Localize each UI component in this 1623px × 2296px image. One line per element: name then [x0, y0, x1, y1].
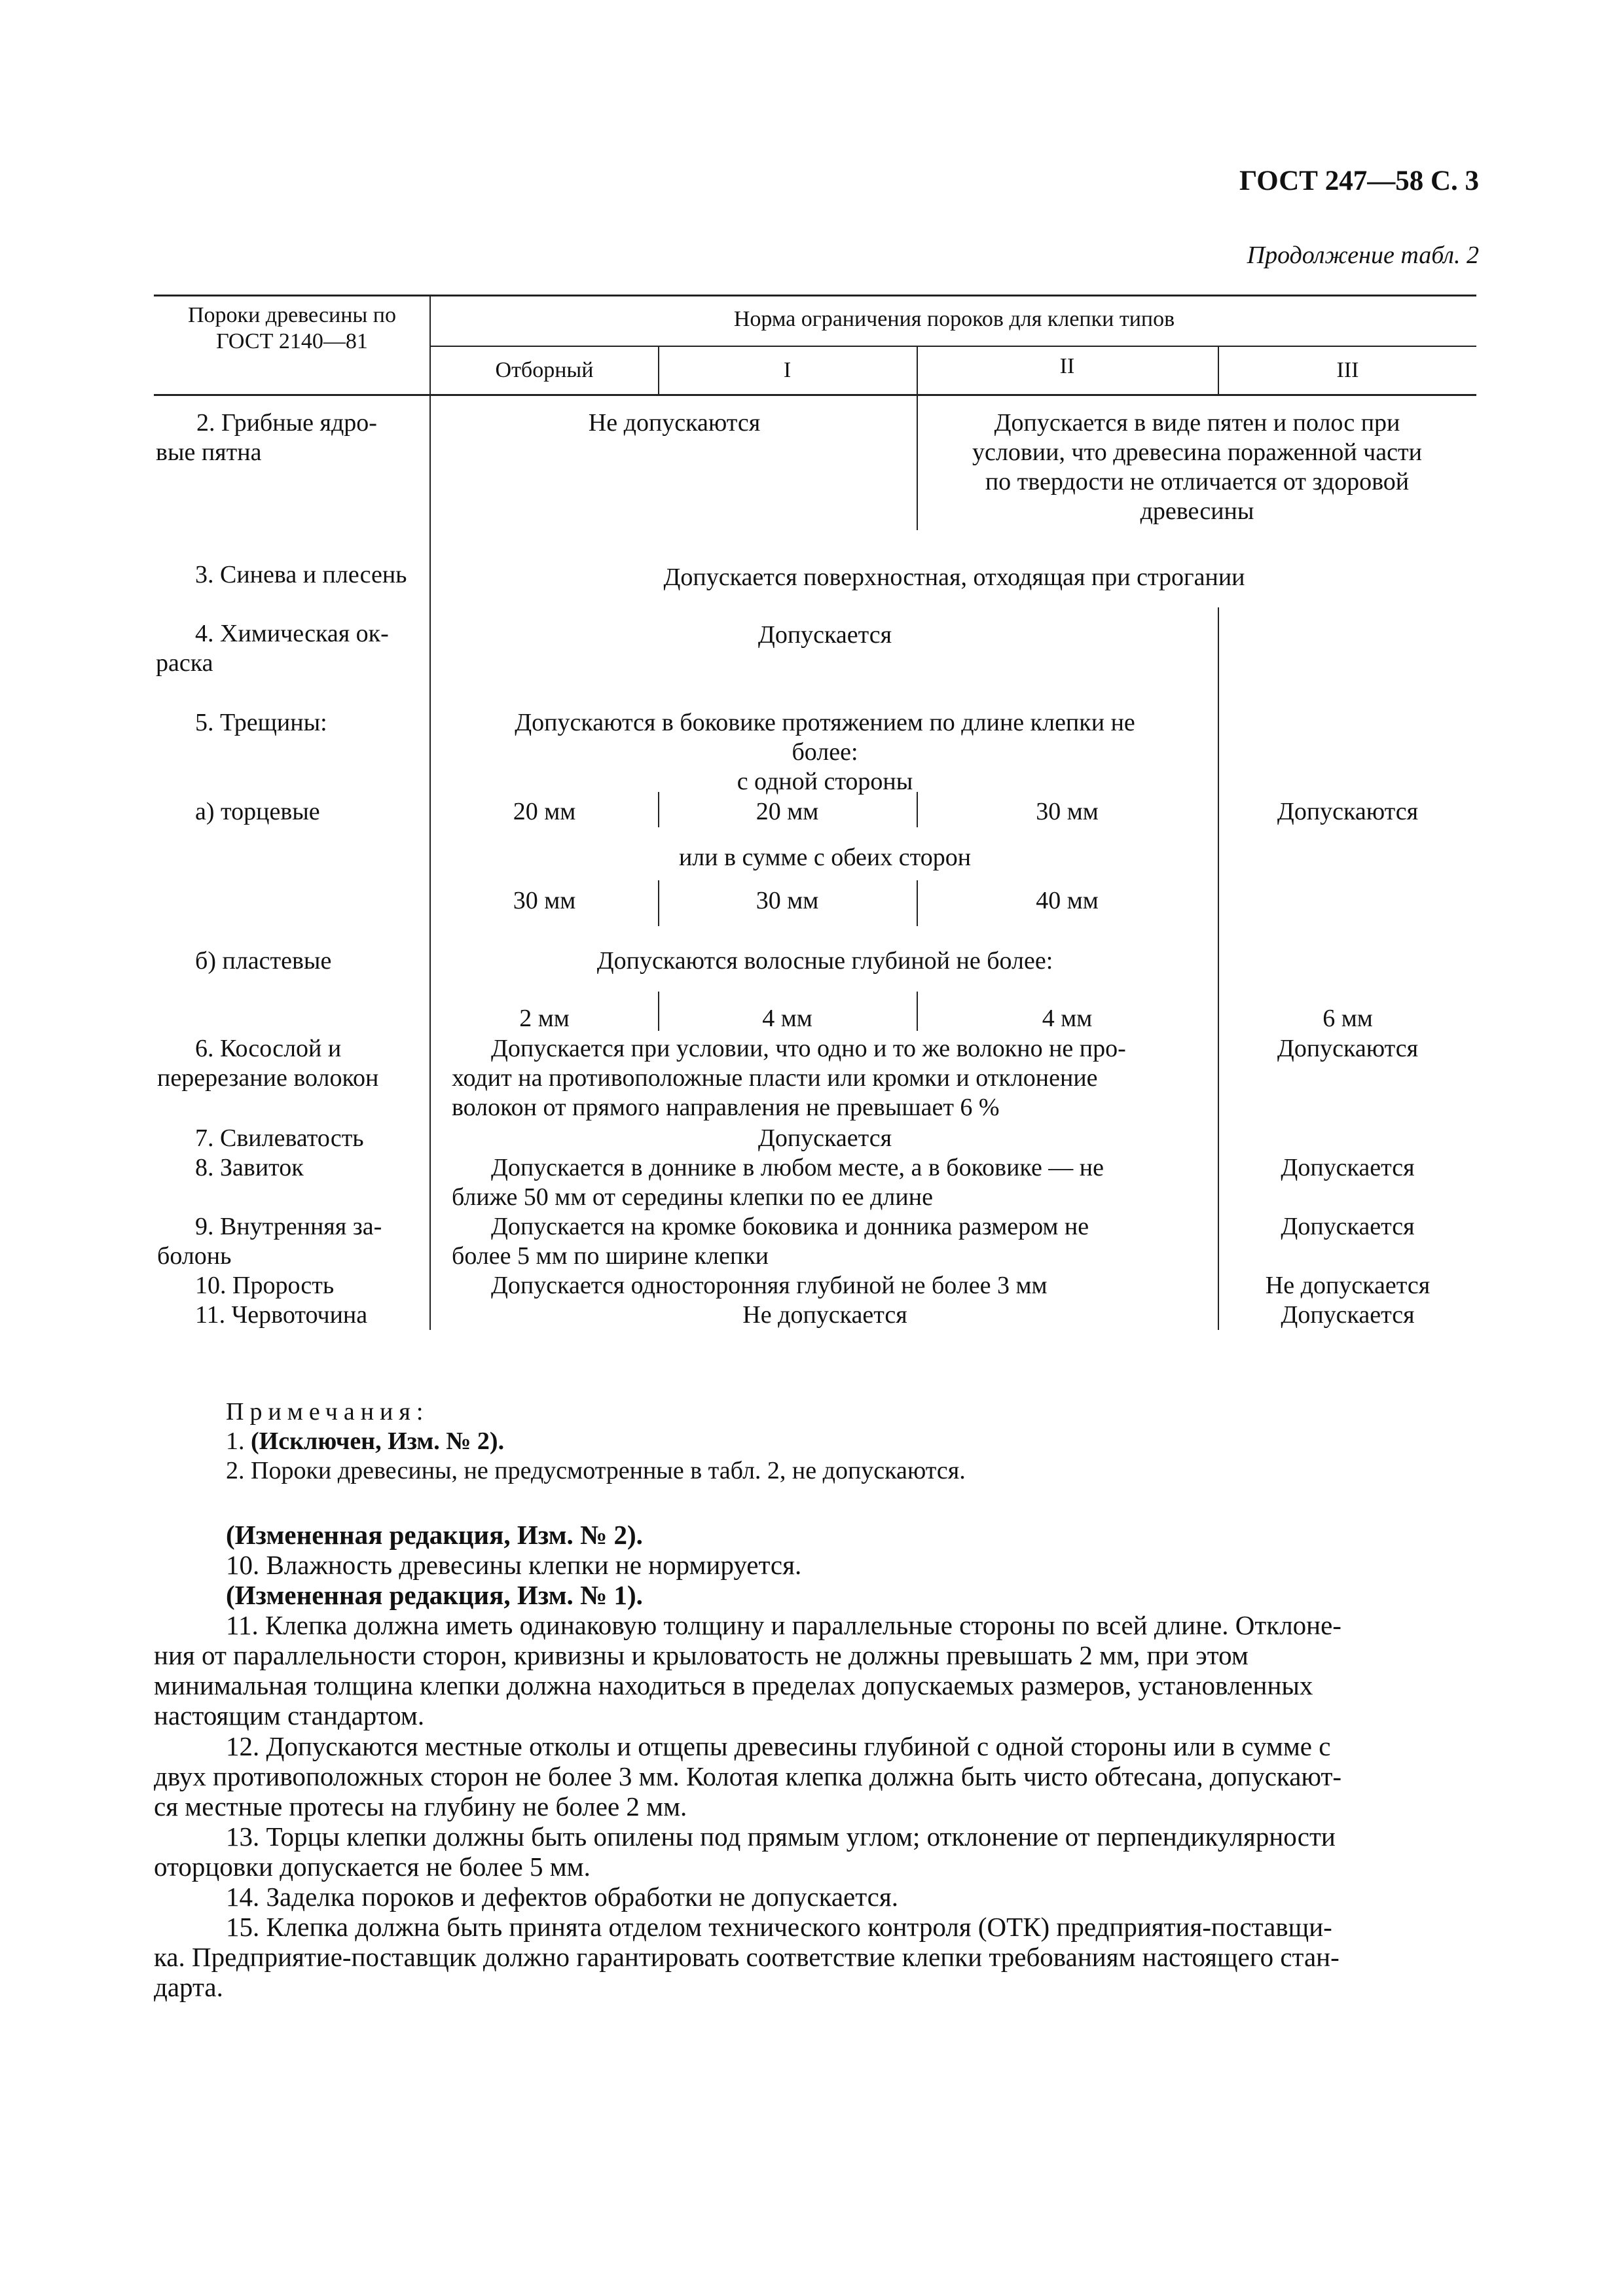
note-2: 2. Пороки древесины, не предусмотренные в табл. 2, не допускаются. [226, 1457, 966, 1484]
row10-type-iii: Не допускается [1265, 1272, 1431, 1299]
row-label-cracks: 5. Трещины: [195, 709, 327, 736]
table-top-rule [154, 295, 1476, 296]
row4-value: Допускается [757, 621, 892, 649]
table-continuation-label: Продолжение табл. 2 [1247, 242, 1479, 269]
type-header-iii: III [1336, 358, 1359, 382]
row9-type-iii: Допускается [1281, 1213, 1415, 1240]
row-label-curl: 8. Завиток [195, 1154, 304, 1181]
paragraph-12: 12. Допускаются местные отколы и отщепы древесины глубиной с одной стороны или в сумме с двух противоположных сторон не более 3 мм. Колотая клепка должна быть чисто обтесана, допускают- ся местные протесы на глубину не более 2 мм. [154, 1731, 1342, 1821]
column-divider-main [429, 295, 431, 1330]
row2-left-value: Не допускаются [588, 409, 761, 437]
row-label-curly-grain: 7. Свилеватость [195, 1124, 364, 1152]
paragraph-11: 11. Клепка должна иметь одинаковую толщину и параллельные стороны по всей длине. Отклоне- ния от параллельности сторон, кривизны и крыловатость не должны превышать 2 мм, при этом минимальная толщина клепки должна находиться в пределах допускаемых размеров, установленных настоящим стандартом. [154, 1610, 1341, 1731]
paragraph-10: 10. Влажность древесины клепки не нормируется. [226, 1550, 802, 1580]
row5b-intro: Допускаются волосные глубиной не более: [596, 947, 1053, 975]
type-header-ii: II [1059, 354, 1075, 378]
row2-right-value: Допускается в виде пятен и полос при условии, что древесина пораженной части по твердости не отличается от здоровой древесины [972, 409, 1422, 525]
row5a-type-ii: 30 мм [1036, 798, 1099, 825]
row-label-fungal-spots: 2. Грибные ядро- вые пятна [156, 409, 377, 466]
page-reference: ГОСТ 247—58 С. 3 [1239, 166, 1479, 196]
row-label-ingrown-bark: 10. Прорость [195, 1272, 335, 1299]
paragraph-14: 14. Заделка пороков и дефектов обработки не допускается. [226, 1882, 898, 1912]
notes-title: Примечания: [226, 1398, 429, 1426]
row5-sum-note: или в сумме с обеих сторон [678, 844, 972, 871]
row5sum-type-ii: 40 мм [1036, 887, 1099, 914]
row5b-type-ii: 4 мм [1042, 1005, 1093, 1032]
paragraph-13: 13. Торцы клепки должны быть опилены под прямым углом; отклонение от перпендикулярности оторцовки допускается не более 5 мм. [154, 1821, 1336, 1882]
row5b-type-i: 4 мм [762, 1005, 812, 1032]
row-label-end-cracks: а) торцевые [195, 798, 320, 825]
row5sum-type-i: 30 мм [756, 887, 819, 914]
row5-intro: Допускаются в боковике протяжением по длине клепки не более: с одной стороны [515, 709, 1135, 795]
row10-value: Допускается односторонняя глубиной не более 3 мм [491, 1272, 1048, 1299]
norm-group-header: Норма ограничения пороков для клепки типов [733, 307, 1175, 331]
row5sum-select: 30 мм [513, 887, 576, 914]
type-header-select: Отборный [495, 358, 594, 382]
row5b-select: 2 мм [519, 1005, 570, 1032]
row11-value: Не допускается [742, 1301, 907, 1329]
row-label-chemical-stain: 4. Химическая ок- раска [156, 620, 389, 677]
row-label-included-sapwood: 9. Внутренняя за- болонь [157, 1213, 382, 1270]
row3-value: Допускается поверхностная, отходящая при строгании [663, 564, 1245, 591]
defect-column-header: Пороки древесины по ГОСТ 2140—81 [188, 303, 396, 353]
row5a-type-i: 20 мм [756, 798, 819, 825]
amendment-1-label: (Измененная редакция, Изм. № 1). [226, 1580, 643, 1610]
row9-value: Допускается на кромке боковика и донника размером не более 5 мм по ширине клепки [452, 1213, 1089, 1270]
row5a-select: 20 мм [513, 798, 576, 825]
row7-value: Допускается [757, 1124, 892, 1152]
row6-value: Допускается при условии, что одно и то же волокно не про- ходит на противоположные пласти или кромки и отклонение волокон от прямого направления не превышает 6 % [452, 1035, 1126, 1121]
amendment-2-label: (Измененная редакция, Изм. № 2). [226, 1520, 643, 1550]
paragraph-15: 15. Клепка должна быть принята отделом технического контроля (ОТК) предприятия-поставщи- ка. Предприятие-поставщик должно гарантировать соответствие клепки требованиям настоящего стан- дарта. [154, 1912, 1340, 2002]
row-label-blue-stain: 3. Синева и плесень [195, 561, 407, 588]
type-header-i: I [783, 358, 792, 382]
note-1: 1. (Исключен, Изм. № 2). [226, 1427, 505, 1455]
row-label-wormhole: 11. Червоточина [195, 1301, 368, 1329]
row8-value: Допускается в доннике в любом месте, а в боковике — не ближе 50 мм от середины клепки по ее длине [452, 1154, 1104, 1211]
row-label-face-cracks: б) пластевые [195, 947, 332, 975]
row6-type-iii: Допускаются [1277, 1035, 1419, 1062]
row5a-type-iii: Допускаются [1277, 798, 1419, 825]
row8-type-iii: Допускается [1281, 1154, 1415, 1181]
group-header-rule [431, 346, 1476, 347]
table-header-rule [154, 394, 1476, 396]
row-label-cross-grain: 6. Косослой и перерезание волокон [157, 1035, 379, 1092]
row11-type-iii: Допускается [1281, 1301, 1415, 1329]
row5b-type-iii: 6 мм [1322, 1005, 1373, 1032]
